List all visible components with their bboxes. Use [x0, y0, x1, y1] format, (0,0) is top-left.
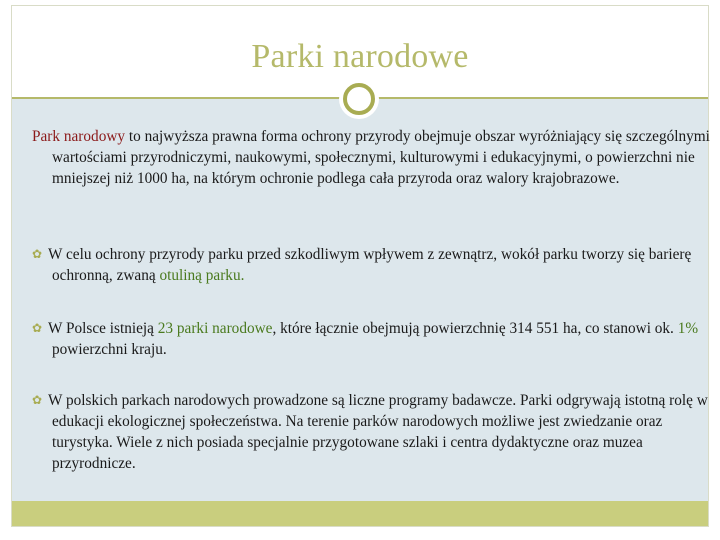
- footer-band: [12, 501, 708, 526]
- leaf-bullet-icon: ✿: [32, 247, 43, 261]
- paragraph-definition: [32, 126, 712, 189]
- term-23-parki: 23 parki narodowe: [157, 320, 273, 337]
- paragraph-research: [32, 390, 712, 474]
- term-1-percent: 1%: [677, 320, 699, 337]
- definition-text: to najwyższa prawna forma ochrony przyrody obejmuje obszar wyróżniający się szczególnymi wartościami przyrodniczymi, naukowymi, społecznymi, kulturowymi i edukacyjnymi, o powierzchni nie mniejszej niż 1000 ha, na którym ochronie podlega cała przyroda oraz walory krajobrazowe.: [52, 128, 710, 187]
- term-park-narodowy: Park narodowy: [32, 128, 126, 145]
- count-text-before: W Polsce istnieją: [48, 320, 158, 337]
- divider-ring-icon: [339, 79, 379, 119]
- research-text: W polskich parkach narodowych prowadzone są liczne programy badawcze. Parki odgrywają istotną rolę w edukacji ekologicznej społeczeństwa. Na terenie parków narodowych możliwe jest zwiedzanie oraz turystyka. Wiele z nich posiada specjalnie przygotowane szlaki i centra dydaktyczne oraz muzea przyrodnicze.: [48, 392, 708, 472]
- paragraph-otulina: [32, 244, 712, 286]
- term-otulina: otuliną parku.: [159, 267, 245, 284]
- leaf-bullet-icon: ✿: [32, 321, 43, 335]
- count-text-middle: , które łącznie obejmują powierzchnię 314 551 ha, co stanowi ok.: [272, 320, 678, 337]
- count-text-after: powierzchni kraju.: [52, 341, 167, 358]
- slide-title: Parki narodowe: [251, 38, 469, 75]
- leaf-bullet-icon: ✿: [32, 393, 43, 407]
- paragraph-count: [32, 318, 712, 360]
- otulina-text: W celu ochrony przyrody parku przed szkodliwym wpływem z zewnątrz, wokół parku tworzy się barierę ochronną, zwaną: [48, 246, 692, 284]
